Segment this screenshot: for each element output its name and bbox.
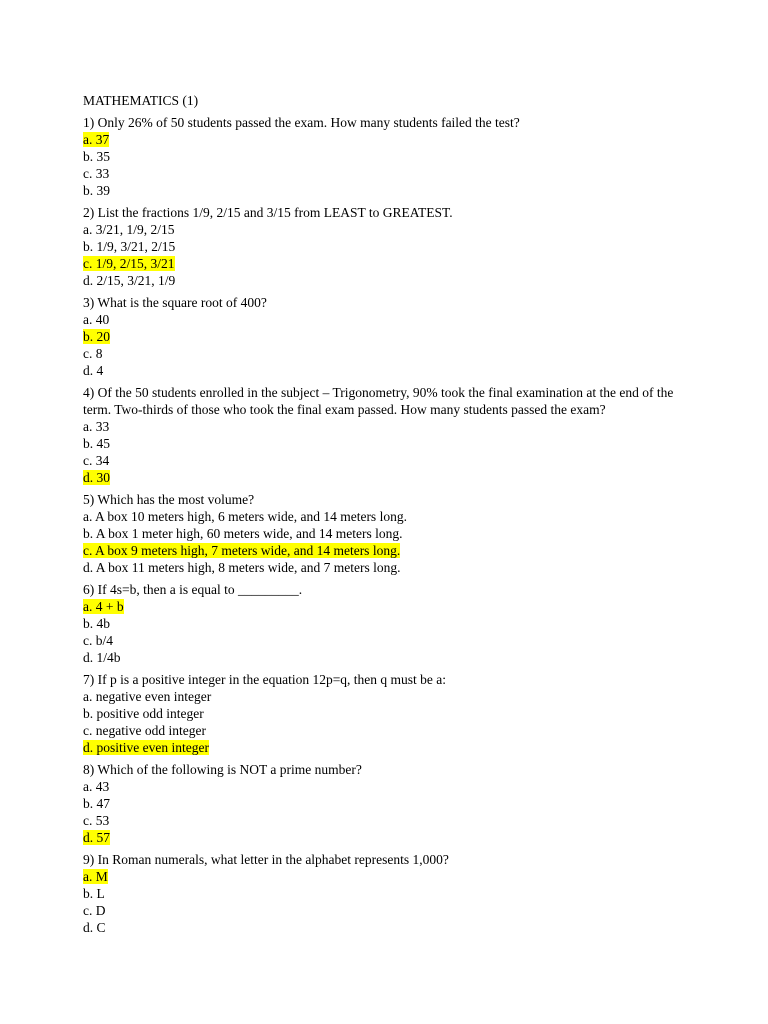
answer-option — [83, 238, 683, 255]
answer-option-highlighted — [83, 469, 683, 486]
answer-option — [83, 311, 683, 328]
question-text: 3) What is the square root of 400? — [83, 295, 267, 310]
answer-option — [83, 182, 683, 199]
document-title: MATHEMATICS (1) — [83, 93, 199, 108]
question-text: 9) In Roman numerals, what letter in the alphabet represents 1,000? — [83, 852, 449, 867]
answer-option — [83, 812, 683, 829]
answer-option-text: c. b/4 — [83, 633, 113, 648]
answer-option — [83, 902, 683, 919]
answer-option-text: b. 1/9, 3/21, 2/15 — [83, 239, 176, 254]
answer-option — [83, 688, 683, 705]
answer-option-text: b. 20 — [83, 329, 110, 344]
answer-option-highlighted — [83, 542, 683, 559]
answer-option-text: c. D — [83, 903, 106, 918]
answer-option — [83, 148, 683, 165]
question-5 — [83, 491, 683, 576]
answer-option-text: d. A box 11 meters high, 8 meters wide, and 7 meters long. — [83, 560, 401, 575]
question-6 — [83, 581, 683, 666]
answer-option — [83, 722, 683, 739]
answer-option — [83, 559, 683, 576]
answer-option — [83, 345, 683, 362]
answer-option — [83, 705, 683, 722]
answer-option-text: d. 30 — [83, 470, 110, 485]
answer-option — [83, 362, 683, 379]
answer-option-text: d. 1/4b — [83, 650, 121, 665]
answer-option-text: b. L — [83, 886, 105, 901]
answer-option-text: a. 4 + b — [83, 599, 124, 614]
question-9 — [83, 851, 683, 936]
answer-option-text: d. 57 — [83, 830, 110, 845]
answer-option-text: d. 4 — [83, 363, 104, 378]
question-text: 8) Which of the following is NOT a prime number? — [83, 762, 362, 777]
answer-option-text: c. 33 — [83, 166, 110, 181]
answer-option-highlighted — [83, 868, 683, 885]
answer-option-text: c. negative odd integer — [83, 723, 206, 738]
answer-option — [83, 632, 683, 649]
question-4 — [83, 384, 683, 486]
answer-option-text: c. 34 — [83, 453, 110, 468]
answer-option-highlighted — [83, 829, 683, 846]
answer-option-highlighted — [83, 739, 683, 756]
answer-option-text: b. 39 — [83, 183, 110, 198]
answer-option — [83, 508, 683, 525]
answer-option-text: d. C — [83, 920, 106, 935]
answer-option-text: a. 3/21, 1/9, 2/15 — [83, 222, 175, 237]
question-8 — [83, 761, 683, 846]
question-text: 7) If p is a positive integer in the equation 12p=q, then q must be a: — [83, 672, 447, 687]
answer-option-text: d. positive even integer — [83, 740, 209, 755]
question-7 — [83, 671, 683, 756]
answer-option-text: c. 1/9, 2/15, 3/21 — [83, 256, 175, 271]
answer-option-text: a. M — [83, 869, 108, 884]
answer-option — [83, 165, 683, 182]
answer-option — [83, 885, 683, 902]
answer-option-highlighted — [83, 328, 683, 345]
answer-option-text: c. 53 — [83, 813, 110, 828]
answer-option — [83, 272, 683, 289]
answer-option-text: b. 47 — [83, 796, 110, 811]
answer-option-text: c. 8 — [83, 346, 103, 361]
answer-option — [83, 778, 683, 795]
question-text: 6) If 4s=b, then a is equal to _________. — [83, 582, 303, 597]
question-list — [83, 114, 683, 936]
question-3 — [83, 294, 683, 379]
answer-option-text: a. negative even integer — [83, 689, 212, 704]
answer-option — [83, 649, 683, 666]
question-text: 1) Only 26% of 50 students passed the exam. How many students failed the test? — [83, 115, 520, 130]
answer-option-text: c. A box 9 meters high, 7 meters wide, and 14 meters long. — [83, 543, 401, 558]
answer-option — [83, 452, 683, 469]
answer-option-text: b. positive odd integer — [83, 706, 204, 721]
question-text: 4) Of the 50 students enrolled in the subject – Trigonometry, 90% took the final examination at the end of the term. Two-thirds of those who took the final exam passed. How many students passed the exam? — [83, 385, 674, 417]
answer-option-text: a. 37 — [83, 132, 110, 147]
answer-option — [83, 435, 683, 452]
answer-option-text: d. 2/15, 3/21, 1/9 — [83, 273, 176, 288]
document-content — [83, 92, 683, 941]
answer-option-highlighted — [83, 131, 683, 148]
answer-option-text: a. 33 — [83, 419, 110, 434]
answer-option-highlighted — [83, 598, 683, 615]
answer-option-text: b. 45 — [83, 436, 110, 451]
answer-option — [83, 795, 683, 812]
answer-option — [83, 221, 683, 238]
question-text: 5) Which has the most volume? — [83, 492, 255, 507]
answer-option-text: b. A box 1 meter high, 60 meters wide, and 14 meters long. — [83, 526, 403, 541]
answer-option-text: b. 35 — [83, 149, 110, 164]
question-1 — [83, 114, 683, 199]
answer-option-text: b. 4b — [83, 616, 110, 631]
answer-option — [83, 615, 683, 632]
answer-option-text: a. A box 10 meters high, 6 meters wide, and 14 meters long. — [83, 509, 407, 524]
answer-option-text: a. 43 — [83, 779, 110, 794]
answer-option — [83, 919, 683, 936]
answer-option-text: a. 40 — [83, 312, 110, 327]
answer-option — [83, 525, 683, 542]
answer-option-highlighted — [83, 255, 683, 272]
question-2 — [83, 204, 683, 289]
answer-option — [83, 418, 683, 435]
question-text: 2) List the fractions 1/9, 2/15 and 3/15 from LEAST to GREATEST. — [83, 205, 453, 220]
